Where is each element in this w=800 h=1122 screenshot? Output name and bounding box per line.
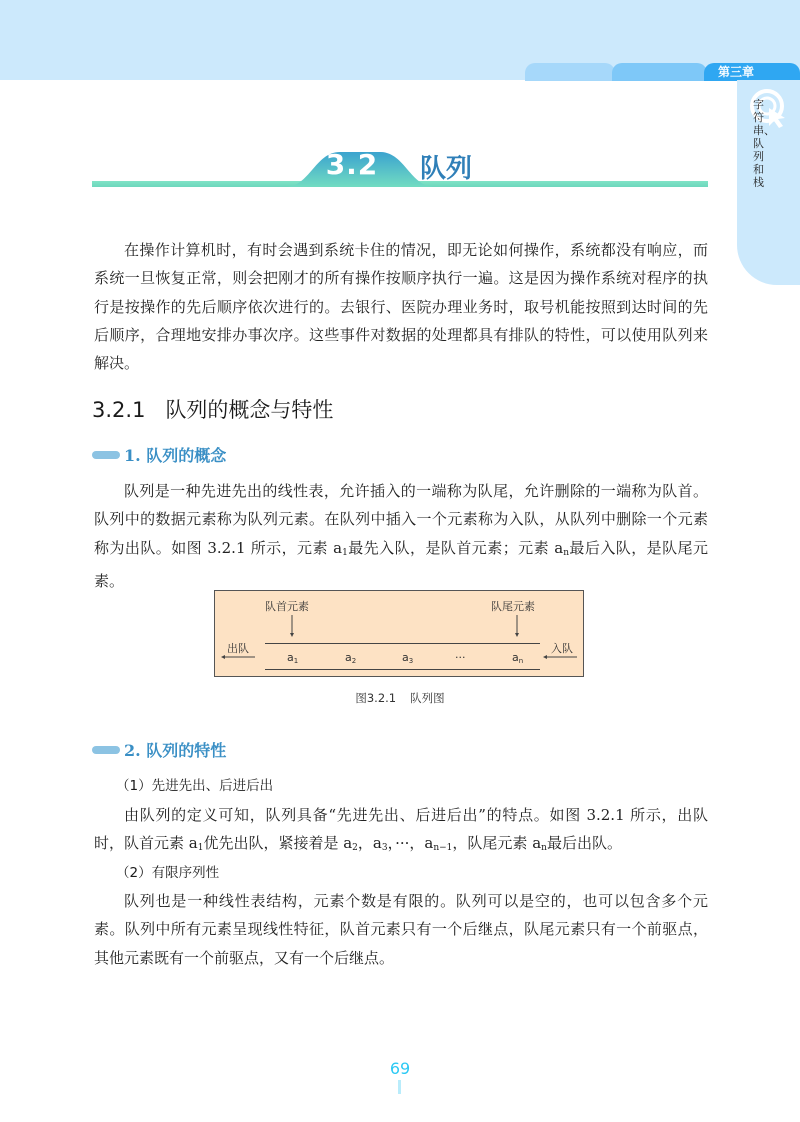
property-2-title: （2）有限序列性: [116, 865, 220, 881]
property-2-paragraph: 队列也是一种线性表结构，元素个数是有限的。队列可以是空的，也可以包含多个元素。队列中所有元素呈现线性特征，队首元素只有一个后继点，队尾元素只有一个前驱点，其他元素既有一个前驱点，又有一个后继点。: [94, 892, 708, 967]
figure-caption: 图3.2.1 队列图: [355, 691, 445, 705]
chapter-side-label: 字符串、队列和栈: [753, 98, 775, 189]
queue-element: $a_1$: [287, 651, 299, 665]
section-number: 3.2: [325, 148, 379, 181]
page-number-tick: [398, 1080, 401, 1094]
chapter-side-tab: [737, 80, 800, 285]
dequeue-label: 出队: [227, 642, 249, 655]
queue-diagram: [214, 590, 584, 677]
queue-element: $a_n$: [512, 651, 524, 665]
queue-ellipsis: ···: [455, 651, 466, 664]
properties-heading: 2. 队列的特性: [92, 738, 226, 761]
queue-top-line: [265, 643, 540, 644]
queue-element: $a_2$: [345, 651, 357, 665]
subsection-heading: [92, 394, 333, 424]
head-element-label: 队首元素: [265, 600, 309, 613]
tail-element-label: 队尾元素: [491, 600, 535, 613]
chapter-tab-current: [704, 63, 800, 81]
enqueue-label: 入队: [551, 642, 573, 655]
concept-paragraph: 队列是一种先进先出的线性表，允许插入的一端称为队尾，允许删除的一端称为队首。队列中的数据元素称为队列元素。在队列中插入一个元素称为入队，从队列中删除一个元素称为出队。如图 3.2.1 所示，元素 $a_1$最先入队，是队首元素；元素 $a_n$最后入队，是队尾元素。: [94, 482, 708, 590]
property-1-paragraph: 由队列的定义可知，队列具备“先进先出、后进后出”的特点。如图 3.2.1 所示，出队时，队首元素 $a_1$优先出队，紧接着是 $a_2$，$a_3$，···，$a_{n-1}$，队尾元素 $a_n$最后出队。: [94, 806, 708, 854]
intro-paragraph: 在操作计算机时，有时会遇到系统卡住的情况，即无论如何操作，系统都没有响应，而系统一旦恢复正常，则会把刚才的所有操作按顺序执行一遍。这是因为操作系统对程序的执行是按操作的先后顺序依次进行的。去银行、医院办理业务时，取号机能按照到达时间的先后顺序，合理地安排办事次序。这些事件对数据的处理都具有排队的特性，可以使用队列来解决。: [94, 241, 708, 373]
subsection-title: 队列的概念与特性: [165, 398, 334, 422]
heading-bar-icon: [92, 451, 120, 459]
queue-element: $a_3$: [402, 651, 414, 665]
chapter-tab-2: [612, 63, 707, 81]
subsection-number: 3.2.1: [92, 398, 146, 422]
section-title: 队列: [420, 154, 473, 184]
queue-arrows: [215, 591, 585, 678]
property-1-title: （1）先进先出、后进后出: [116, 778, 274, 794]
concept-heading: 1. 队列的概念: [92, 443, 226, 466]
chapter-tab-1: [525, 63, 615, 81]
page-number: 69: [389, 1059, 411, 1078]
chapter-tab-label: 第三章: [718, 65, 755, 79]
queue-bottom-line: [265, 669, 540, 670]
heading-bar-icon: [92, 746, 120, 754]
